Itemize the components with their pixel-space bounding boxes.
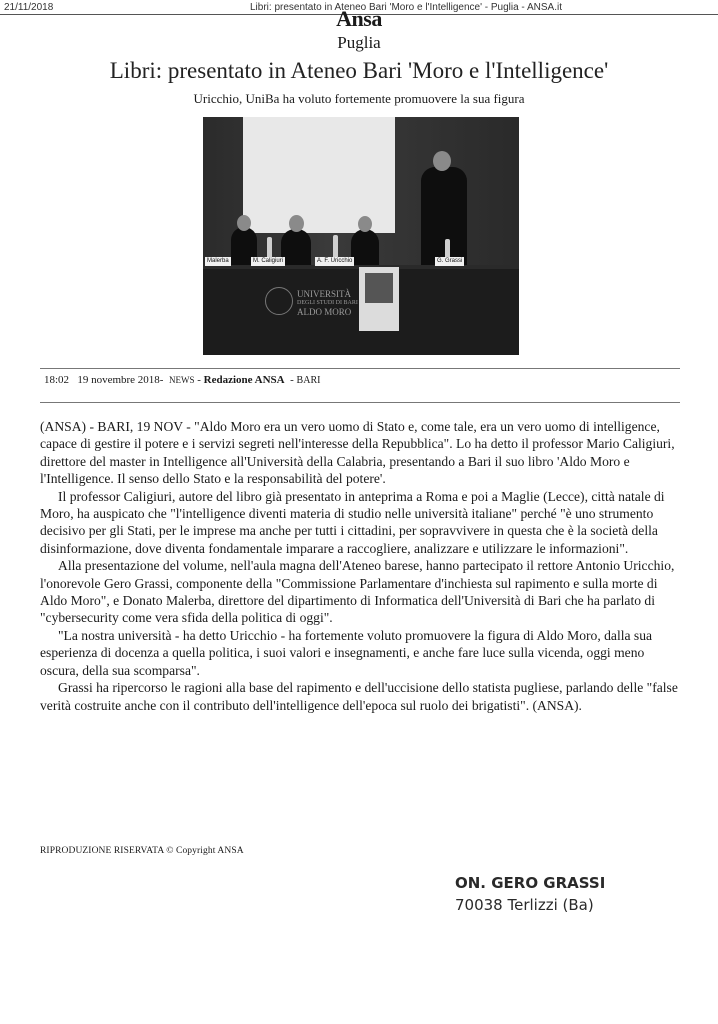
university-seal-icon bbox=[265, 287, 293, 315]
brand-logo: Ansa bbox=[336, 6, 382, 31]
section-label: Puglia bbox=[337, 33, 381, 52]
article-body bbox=[40, 418, 680, 714]
article-photo bbox=[203, 117, 519, 355]
photo-nameplate: A. F. Uricchio bbox=[317, 258, 353, 264]
meta-city-link[interactable]: BARI bbox=[296, 375, 321, 386]
banner-line: DEGLI STUDI DI BARI bbox=[297, 300, 358, 306]
print-page-title: Libri: presentato in Ateneo Bari 'Moro e l'Intelligence' - Puglia - ANSA.it bbox=[250, 2, 563, 13]
meta-separator: - bbox=[290, 374, 294, 386]
photo-person-head bbox=[289, 215, 304, 232]
copyright-notice: RIPRODUZIONE RISERVATA © Copyright ANSA bbox=[40, 846, 244, 856]
photo-nameplate: G. Grassi bbox=[437, 258, 463, 264]
stamp-name: ON. GERO GRASSI bbox=[455, 874, 606, 892]
photo-person-head bbox=[358, 216, 372, 232]
photo-nameplate: M. Caligiuri bbox=[253, 258, 284, 264]
article-subheadline: Uricchio, UniBa ha voluto fortemente promuovere la sua figura bbox=[193, 91, 525, 106]
banner-line: ALDO MORO bbox=[297, 307, 352, 317]
article-paragraph: Grassi ha ripercorso le ragioni alla base del rapimento e dell'uccisione dello statista pugliese, parlando delle "false verità costruite anche con il contributo dell'intelligence dell'epoca sul ruolo dei brigatisti". (ANSA). bbox=[40, 680, 678, 713]
photo-person bbox=[281, 229, 311, 267]
photo-nameplate: Malerba bbox=[207, 258, 229, 264]
stamp-address: 70038 Terlizzi (Ba) bbox=[455, 896, 594, 914]
meta-separator: - bbox=[159, 374, 164, 386]
photo-bottle bbox=[267, 237, 272, 259]
photo-university-banner bbox=[297, 289, 358, 318]
article-meta bbox=[44, 374, 684, 386]
meta-desk: Redazione ANSA bbox=[203, 374, 285, 386]
photo-bottle bbox=[333, 235, 338, 259]
photo-book-poster bbox=[359, 267, 399, 331]
photo-speaker-head bbox=[433, 151, 451, 171]
article-paragraph: "La nostra università - ha detto Uricchio - ha fortemente voluto promuovere la figura di Aldo Moro, dalla sua esperienza di docenza a quella politica, i suoi valori e insegnamenti, e anche fare luce sulla vicenda, oggi meno oscura, della sua scomparsa". bbox=[40, 627, 653, 678]
meta-time: 18:02 bbox=[44, 374, 70, 386]
article-paragraph: Il professor Caligiuri, autore del libro già presentato in anteprima a Roma e poi a Maglie (Lecce), città natale di Moro, ha auspicato che "l'intelligence diventi materia di studio nelle università italiane" perché "è uno strumento decisivo per gli Stati, per le imprese ma anche per tutti i cittadini, per sopravvivere in questa che è la società della disinformazione, dove diventa fondamentale imparare a raccogliere, analizzare e utilizzare le informazioni". bbox=[40, 488, 665, 556]
banner-line: UNIVERSITÀ bbox=[297, 289, 351, 299]
photo-person-head bbox=[237, 215, 251, 231]
print-date: 21/11/2018 bbox=[4, 2, 54, 13]
meta-divider-top bbox=[40, 368, 680, 369]
book-cover-image bbox=[365, 273, 393, 303]
article-paragraph: Alla presentazione del volume, nell'aula magna dell'Ateneo barese, hanno partecipato il rettore Antonio Uricchio, l'onorevole Gero Grassi, componente della "Commissione Parlamentare d'inchiesta sul rapimento e sulla morte di Aldo Moro", e Donato Malerba, direttore del dipartimento di Informatica dell'Università di Bari che ha parlato di "cybersecurity come vera sfida della politica di oggi". bbox=[40, 558, 675, 626]
meta-separator: - bbox=[197, 374, 201, 386]
meta-divider-bottom bbox=[40, 402, 680, 403]
photo-speaker bbox=[421, 167, 467, 267]
photo-bottle bbox=[445, 239, 450, 259]
article-headline: Libri: presentato in Ateneo Bari 'Moro e l'Intelligence' bbox=[109, 58, 609, 83]
sender-stamp bbox=[455, 872, 605, 916]
meta-date: 19 novembre 2018 bbox=[77, 374, 160, 386]
photo-projection-screen bbox=[243, 117, 395, 233]
article-paragraph: (ANSA) - BARI, 19 NOV - "Aldo Moro era un vero uomo di Stato e, come tale, era un vero uomo di intelligence, capace di gestire il potere e i servizi segreti nell'interesse della Repubblica". Lo ha detto il professor Mario Caligiuri, direttore del master in Intelligence all'Università della Calabria, presentando a Bari il suo libro 'Aldo Moro e l'Intelligence. Il senso dello Stato e la responsabilità del potere'. bbox=[40, 419, 675, 487]
photo-person bbox=[351, 229, 379, 267]
meta-category-link[interactable]: NEWS bbox=[168, 375, 195, 385]
